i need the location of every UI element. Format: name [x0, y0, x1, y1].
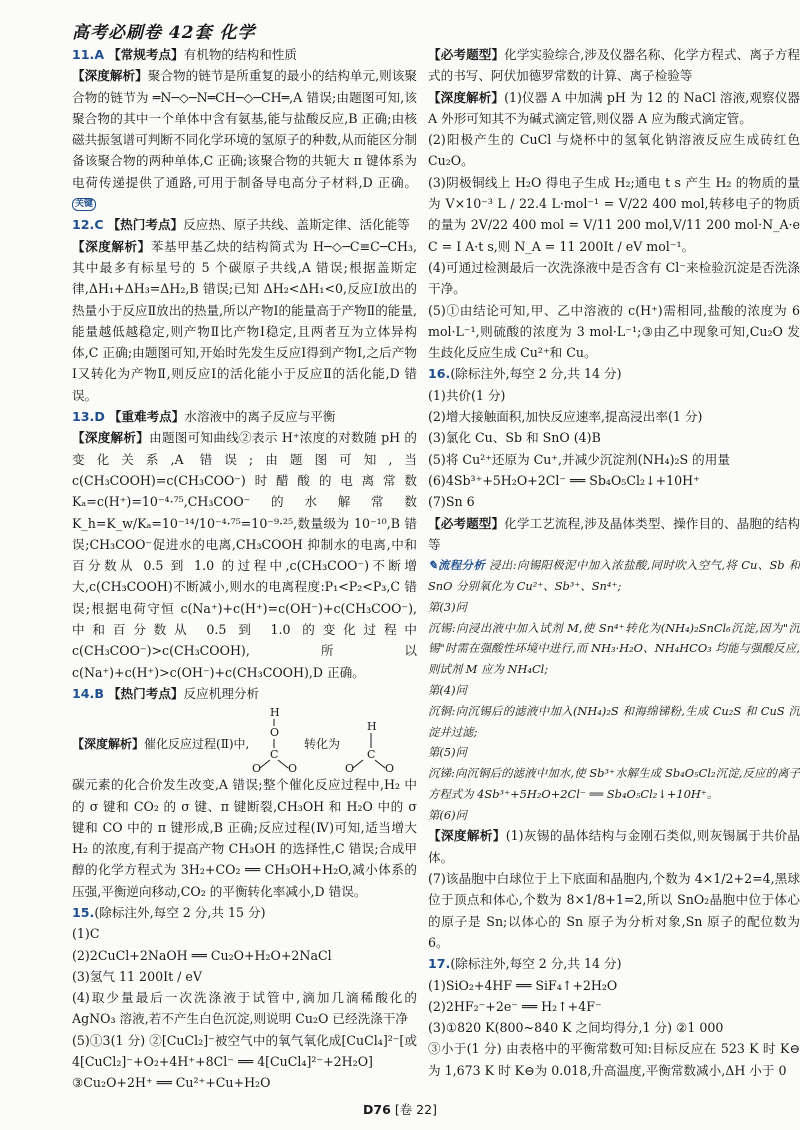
q16-analysis-1: 【深度解析】(1)灰锡的晶体结构与金刚石类似,则灰锡属于共价晶体。: [428, 828, 800, 865]
flow-ref-1: 第(3)问: [428, 599, 467, 614]
q16-answer-5: (5)将 Cu²⁺还原为 Cu⁺,并减少沉淀剂(NH₄)₂S 的用量: [428, 451, 730, 467]
q14-structures: 【深度解析】催化反应过程(Ⅱ)中, H O C O O H C O O 转化为: [72, 706, 417, 772]
q16-heading: 16.(除标注外,每空 2 分,共 14 分): [428, 366, 622, 382]
left-column: [72, 44, 417, 1094]
q11-analysis: 【深度解析】聚合物的链节是所重复的最小的结构单元,则该聚合物的链节为 ═N─◇─N═CH─◇─CH═,A 错误;由题图可知,该聚合物的其中一个单体中含有氨基,能与盐酸反应,B 正确;由核磁共振氢谱可判断不同化学环境的氢原子的种数,从而能区分制备该聚合物的两种单体,C 正确;该聚合物的共轭大 π 键体系为电荷传递提供了通路,可用于制备导电高分子材料,D 正确。 关键: [72, 68, 417, 210]
flow-ref-3: 第(5)问: [428, 745, 467, 760]
q11-heading: 11.A 【常规考点】有机物的结构和性质: [72, 47, 297, 62]
q15-analysis-4: (4)可通过检测最后一次洗涤液中是否含有 Cl⁻来检验沉淀是否洗涤干净。: [428, 259, 800, 297]
page-header: 高考必刷卷 42套 化学: [72, 23, 256, 43]
q17-answer-2: (2)2HF₂⁻+2e⁻ ══ H₂↑+4F⁻: [428, 998, 602, 1014]
q15-analysis-1: 【深度解析】(1)仪器 A 中加满 pH 为 12 的 NaCl 溶液,观察仪器 A 外形可知其不为碱式滴定管,则仪器 A 应为酸式滴定管。: [428, 89, 800, 126]
svg-text:O: O: [288, 762, 298, 773]
svg-text:O: O: [270, 726, 280, 740]
q16-answer-6: (6)4Sb³⁺+5H₂O+2Cl⁻ ══ Sb₄O₅Cl₂↓+10H⁺: [428, 472, 700, 488]
right-column: [428, 44, 800, 1081]
q17-answer-3c: ③小于(1 分) 由表格中的平衡常数可知:目标反应在 523 K 时 K⊖为 1,673 K 时 K⊖为 0.018,升高温度,平衡常数减小,ΔH 小于 0: [428, 1041, 800, 1078]
q15-analysis-5: (5)①由结论可知,甲、乙中溶液的 c(H⁺)需相同,盐酸的浓度为 6 mol·L⁻¹,则硫酸的浓度为 3 mol·L⁻¹;③由乙中现象可知,Cu₂O 发生歧化反应生成 Cu²⁺和 Cu。: [428, 302, 800, 361]
svg-text:O: O: [385, 762, 395, 773]
q16-answer-2: (2)增大接触面积,加快反应速率,提高浸出率(1 分): [428, 409, 703, 425]
q16-answer-1: (1)共价(1 分): [428, 387, 506, 403]
q15-analysis-2: (2)阳极产生的 CuCl 与烧杯中的氢氧化钠溶液反应生成砖红色 Cu₂O。: [428, 132, 800, 169]
svg-text:C: C: [367, 748, 376, 762]
q15-answer-6: ③Cu₂O+2H⁺ ══ Cu²⁺+Cu+H₂O: [72, 1075, 271, 1091]
flow-analysis-1: ✎流程分析 浸出:向锡阳极泥中加入浓盐酸,同时吹入空气,将 Cu、Sb 和 SnO 分别氧化为 Cu²⁺、Sb³⁺、Sn⁴⁺;: [428, 558, 800, 593]
q17-answer-1: (1)SiO₂+4HF ══ SiF₄↑+2H₂O: [428, 977, 618, 993]
q16-type: 【必考题型】化学工艺流程,涉及晶体类型、操作目的、晶胞的结构等: [428, 515, 800, 552]
q15-answer-3: (3)氢气 11 200It / eV: [72, 968, 202, 984]
q14-analysis: 碳元素的化合价发生改变,A 错误;整个催化反应过程中,H₂ 中的 σ 键和 CO₂ 的 σ 键、π 键断裂,CH₃OH 和 H₂O 中的 σ 键和 CO 中的 π 键形成,B 正确;反应过程(Ⅳ)可知,适当增大 H₂ 的浓度,有利于提高产物 CH₃OH 的选择性,C 错误;合成甲醇的化学方程式为 3H₂+CO₂ ══ CH₃OH+H₂O,减小体系的压强,平衡逆向移动,CO₂ 的平衡转化率减小,D 错误。: [72, 777, 417, 899]
q17-heading: 17.(除标注外,每空 2 分,共 14 分): [428, 956, 622, 972]
page-footer: [0, 1100, 800, 1118]
q12-analysis: 【深度解析】苯基甲基乙炔的结构简式为 H─◇─C≡C─CH₃,其中最多有标星号的 5 个碳原子共线,A 错误;根据盖斯定律,ΔH₁+ΔH₃=ΔH₂,B 错误;已知 ΔH₂<ΔH₁<0,反应Ⅰ放出的热量小于反应Ⅱ放出的热量,所以产物Ⅰ的能量高于产物Ⅱ的能量,能量越低越稳定,则产物Ⅱ比产物Ⅰ稳定,且两者互为立体异构体,C 正确;由题图可知,开始时先发生反应Ⅰ得到产物Ⅰ,之后产物Ⅰ又转化为产物Ⅱ,则反应Ⅰ的活化能小于反应Ⅱ的活化能,D 错误。: [72, 238, 418, 403]
flow-analysis-3: 沉铜:向沉锡后的滤液中加入(NH₄)₂S 和海绵锑粉,生成 Cu₂S 和 CuS 沉淀并过滤;: [428, 703, 800, 739]
q13-analysis: 【深度解析】由题图可知曲线②表示 H⁺浓度的对数随 pH 的变化关系,A 错误;由题图可知,当 c(CH₃COOH)=c(CH₃COO⁻)时醋酸的电离常数 Kₐ=c(H⁺)=10⁻⁴·⁷⁵,CH₃COO⁻的水解常数 K_h=K_w/Kₐ=10⁻¹⁴/10⁻⁴·⁷⁵=10⁻⁹·²⁵,数量级为 10⁻¹⁰,B 错误;CH₃COO⁻促进水的电离,CH₃COOH 抑制水的电离,中和百分数从 0.5 到 1.0 的过程中,c(CH₃COO⁻)不断增大,c(CH₃COOH)不断减小,则水的电离程度:P₁<P₂<P₃,C 错误;根据电荷守恒 c(Na⁺)+c(H⁺)=c(OH⁻)+c(CH₃COO⁻),中和百分数从 0.5 到 1.0 的变化过程中 c(CH₃COO⁻)>c(CH₃COOH),所以 c(Na⁺)+c(H⁺)>c(OH⁻)+c(CH₃COOH),D 正确。: [72, 430, 418, 680]
q17-answer-3: (3)①820 K(800~840 K 之间均得分,1 分) ②1 000: [428, 1020, 724, 1036]
q16-answer-7: (7)Sn 6: [428, 494, 475, 510]
q14-heading: 14.B 【热门考点】反应机理分析: [72, 685, 260, 701]
q15-heading: 15.(除标注外,每空 2 分,共 15 分): [72, 904, 266, 920]
q13-heading: 13.D 【重难考点】水溶液中的离子反应与平衡: [72, 409, 336, 425]
q15-answer-4: (4)取少量最后一次洗涤液于试管中,滴加几滴稀酸化的 AgNO₃ 溶液,若不产生白色沉淀,则说明 Cu₂O 已经洗涤干净: [72, 990, 417, 1027]
flow-ref-4: 第(6)问: [428, 807, 467, 822]
key-badge: 关键: [72, 198, 96, 211]
svg-text:H: H: [367, 720, 377, 734]
q15-answer-1: (1)C: [72, 926, 100, 942]
volume-label: [卷 22]: [394, 1102, 437, 1117]
page-number: D76: [363, 1102, 391, 1117]
svg-text:O: O: [345, 762, 355, 773]
q16-answer-3: (3)氯化 Cu、Sb 和 SnO (4)B: [428, 430, 601, 446]
svg-text:H: H: [270, 706, 280, 720]
q16-analysis-7: (7)该晶胞中白球位于上下底面和晶胞内,个数为 4×1/2+2=4,黑球位于顶点和体心,个数为 8×1/8+1=2,所以 SnO₂晶胞中位于体心的原子是 Sn;以体心的 Sn 原子为分析对象,Sn 原子的配位数为 6。: [428, 871, 800, 950]
q15-answer-2: (2)2CuCl+2NaOH ══ Cu₂O+H₂O+2NaCl: [72, 947, 332, 963]
flow-analysis-4: 沉锑:向沉铜后的滤液中加水,使 Sb³⁺水解生成 Sb₄O₅Cl₂沉淀,反应的离子方程式为 4Sb³⁺+5H₂O+2Cl⁻ ══ Sb₄O₅Cl₂↓+10H⁺。: [428, 766, 800, 801]
svg-text:O: O: [252, 762, 262, 773]
formate-to-acid-diagram: [72, 706, 417, 772]
q15-answer-5: (5)①3(1 分) ②[CuCl₂]⁻被空气中的氧气氧化成[CuCl₄]²⁻[或4[CuCl₂]⁻+O₂+4H⁺+8Cl⁻ ══ 4[CuCl₄]²⁻+2H₂O]: [72, 1032, 417, 1070]
flow-ref-2: 第(4)问: [428, 682, 467, 697]
q15-type: 【必考题型】化学实验综合,涉及仪器名称、化学方程式、离子方程式的书写、阿伏加德罗常数的计算、离子检验等: [428, 47, 800, 84]
svg-text:C: C: [270, 748, 279, 762]
q12-heading: 12.C 【热门考点】反应热、原子共线、盖斯定律、活化能等: [72, 217, 410, 233]
q15-analysis-3: (3)阴极铜线上 H₂O 得电子生成 H₂;通电 t s 产生 H₂ 的物质的量为 V×10⁻³ L / 22.4 L·mol⁻¹ = V/22 400 mol,转移电子的物质的量为 2V/22 400 mol = V/11 200 mol,V/11 200 mol·N_A·e C = I A·t s,则 N_A = 11 200It / eV mol⁻¹。: [428, 174, 800, 254]
flow-analysis-2: 沉锡:向浸出液中加入试剂 M,使 Sn⁴⁺转化为(NH₄)₂SnCl₆沉淀,因为"沉锡"时需在强酸性环境中进行,而 NH₃·H₂O、NH₄HCO₃ 均能与强酸反应,则试剂 M 应为 NH₄Cl;: [428, 620, 800, 677]
pencil-icon: ✎: [428, 558, 438, 573]
